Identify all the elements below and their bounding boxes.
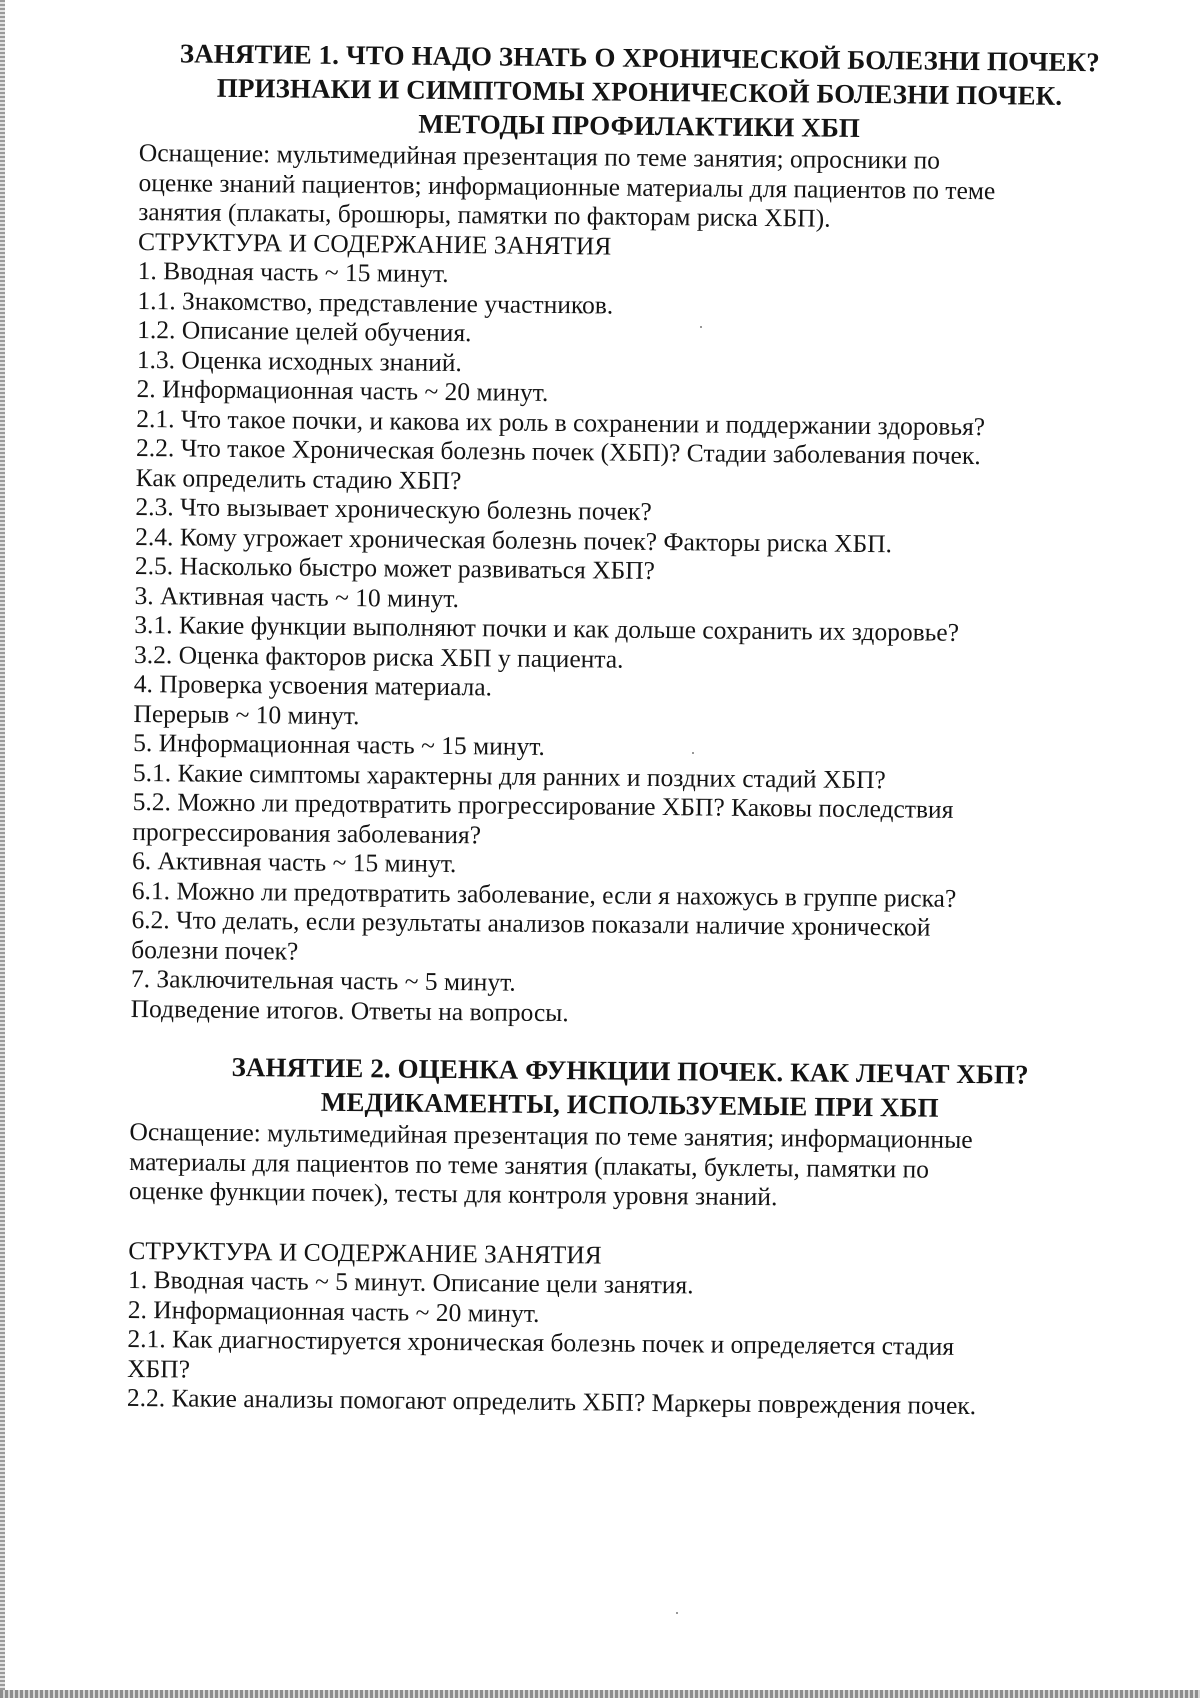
scan-left-edge xyxy=(0,0,5,1698)
session-2-items xyxy=(127,1265,1128,1422)
list-item: 4. Проверка усвоения материала. xyxy=(133,668,493,702)
list-item: 5.1. Какие симптомы характерны для ранних и поздних стадий ХБП? xyxy=(132,757,886,794)
equipment-line: Оснащение: мультимедийная презентация по теме занятия; информационные xyxy=(129,1116,973,1155)
list-item: 1.3. Оценка исходных знаний. xyxy=(136,344,463,377)
equipment-line: оценке функции почек), тесты для контроля уровня знаний. xyxy=(128,1175,778,1212)
list-item: 6.1. Можно ли предотвратить заболевание, если я нахожусь в группе риска? xyxy=(131,875,957,913)
list-item: 6. Активная часть ~ 15 минут. xyxy=(131,845,457,879)
list-item: 7. Заключительная часть ~ 5 минут. xyxy=(130,963,516,997)
list-item: Как определить стадию ХБП? xyxy=(135,462,462,495)
title-line: ЗАНЯТИЕ 2. ОЦЕНКА ФУНКЦИИ ПОЧЕК. КАК ЛЕЧАТ ХБП? xyxy=(231,1051,1029,1090)
session-1-title xyxy=(139,36,1140,148)
list-item: 1. Вводная часть ~ 5 минут. Описание цели занятия. xyxy=(127,1264,694,1300)
list-item: ХБП? xyxy=(127,1353,191,1384)
title-line: ПРИЗНАКИ И СИМПТОМЫ ХРОНИЧЕСКОЙ БОЛЕЗНИ ПОЧЕК. xyxy=(216,72,1063,111)
list-item: болезни почек? xyxy=(131,934,299,966)
list-item: 2.1. Что такое почки, и какова их роль в сохранении и поддержании здоровья? xyxy=(136,403,986,441)
title-line: МЕТОДЫ ПРОФИЛАКТИКИ ХБП xyxy=(418,108,861,143)
scan-speck xyxy=(700,326,702,328)
structure-heading: СТРУКТУРА И СОДЕРЖАНИЕ ЗАНЯТИЯ xyxy=(137,226,612,261)
equipment-line: занятия (плакаты, брошюры, памятки по факторам риска ХБП). xyxy=(138,196,831,233)
list-item: 3.2. Оценка факторов риска ХБП у пациента. xyxy=(133,639,624,674)
list-item: 1.1. Знакомство, представление участников. xyxy=(137,285,614,320)
title-line: ЗАНЯТИЕ 1. ЧТО НАДО ЗНАТЬ О ХРОНИЧЕСКОЙ БОЛЕЗНИ ПОЧЕК? xyxy=(179,38,1100,78)
list-item: прогрессирования заболевания? xyxy=(132,816,482,849)
session-1-items xyxy=(131,256,1138,1033)
structure-heading: СТРУКТУРА И СОДЕРЖАНИЕ ЗАНЯТИЯ xyxy=(128,1235,602,1269)
session-1 xyxy=(131,36,1140,1033)
session-2 xyxy=(127,1049,1130,1422)
document-page xyxy=(127,36,1140,1422)
title-line: МЕДИКАМЕНТЫ, ИСПОЛЬЗУЕМЫЕ ПРИ ХБП xyxy=(320,1086,939,1123)
list-item: 2.1. Как диагностируется хроническая болезнь почек и определяется стадия xyxy=(127,1323,955,1361)
list-item: 6.2. Что делать, если результаты анализов показали наличие хронической xyxy=(131,904,931,942)
scan-bottom-edge xyxy=(0,1690,1200,1698)
list-item: 5. Информационная часть ~ 15 минут. xyxy=(133,727,546,761)
equipment-line: материалы для пациентов по теме занятия (плакаты, буклеты, памятки по xyxy=(129,1146,930,1184)
scan-speck xyxy=(692,752,694,754)
list-item: 3. Активная часть ~ 10 минут. xyxy=(134,580,460,613)
list-item: 5.2. Можно ли предотвратить прогрессирование ХБП? Каковы последствия xyxy=(132,786,954,824)
list-item: 2.3. Что вызывает хроническую болезнь почек? xyxy=(135,491,652,526)
scan-speck xyxy=(676,1612,678,1614)
list-item: 1.2. Описание целей обучения. xyxy=(137,314,472,348)
list-item: 2. Информационная часть ~ 20 минут. xyxy=(136,373,549,407)
session-1-equipment xyxy=(138,138,1139,236)
list-item: 3.1. Какие функции выполняют почки и как дольше сохранить их здоровье? xyxy=(134,609,960,647)
session-2-title xyxy=(130,1049,1131,1127)
session-2-equipment xyxy=(129,1117,1130,1215)
list-item: Подведение итогов. Ответы на вопросы. xyxy=(130,993,569,1027)
list-item: 2.2. Что такое Хроническая болезнь почек (ХБП)? Стадии заболевания почек. xyxy=(135,432,981,471)
list-item: 2.5. Насколько быстро может развиваться ХБП? xyxy=(134,550,656,585)
list-item: 1. Вводная часть ~ 15 минут. xyxy=(137,255,449,288)
list-item: 2.4. Кому угрожает хроническая болезнь почек? Факторы риска ХБП. xyxy=(135,521,893,558)
equipment-line: Оснащение: мультимедийная презентация по теме занятия; опросники по xyxy=(138,137,941,175)
equipment-line: оценке знаний пациентов; информационные материалы для пациентов по теме xyxy=(138,167,996,205)
list-item: 2.2. Какие анализы помогают определить ХБП? Маркеры повреждения почек. xyxy=(126,1382,977,1421)
list-item: 2. Информационная часть ~ 20 минут. xyxy=(127,1294,540,1328)
list-item: Перерыв ~ 10 минут. xyxy=(133,698,360,730)
